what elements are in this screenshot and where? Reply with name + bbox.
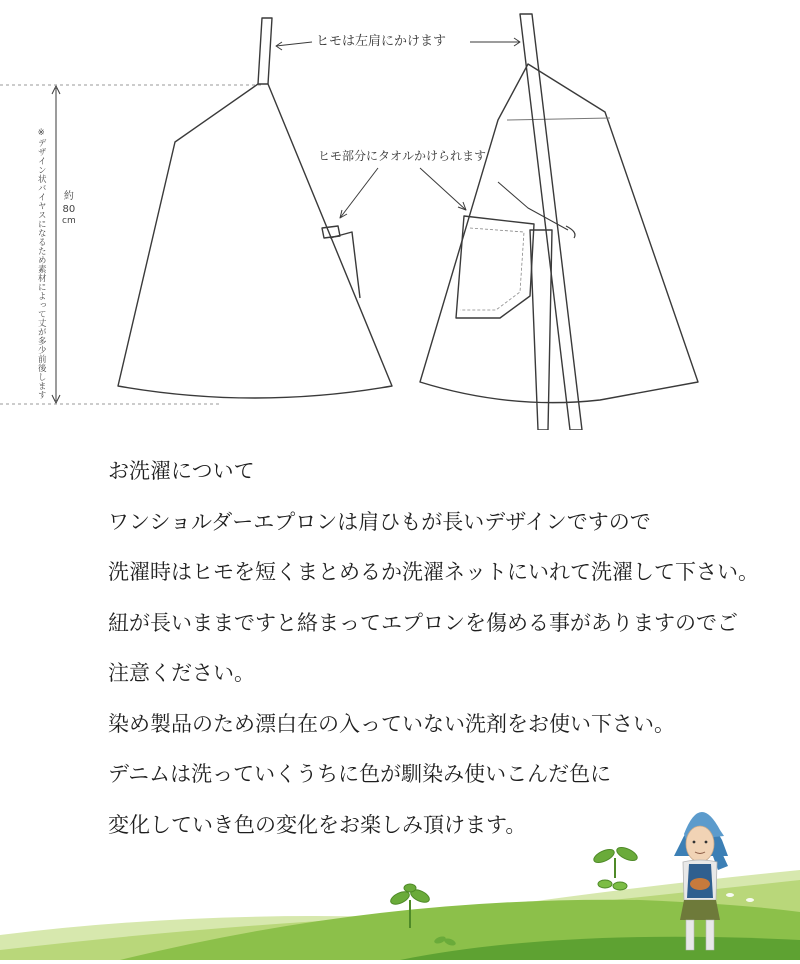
instruction-line: デニムは洗っていくうちに色が馴染み使いこんだ色に (108, 762, 612, 786)
instruction-line: 洗濯時はヒモを短くまとめるか洗濯ネットにいれて洗濯して下さい。 (108, 560, 759, 584)
apron-front-body (118, 84, 392, 398)
instruction-line: 染め製品のため漂白在の入っていない洗剤をお使い下さい。 (108, 711, 675, 736)
instruction-line: 紐が長いままですと絡まってエプロンを傷める事がありますのでご (108, 610, 738, 635)
sprout-icon (592, 845, 639, 878)
hill-scene (0, 800, 800, 960)
apron-line-drawing (0, 0, 800, 430)
apron-back-pocket (456, 216, 534, 318)
apron-back-strap (520, 14, 582, 430)
sprout-icon (598, 880, 627, 890)
length-unit: cm (62, 216, 76, 226)
length-label: 約 (63, 191, 74, 202)
apron-back-tie (530, 230, 552, 430)
washing-instructions (108, 446, 788, 850)
length-measure (62, 190, 76, 228)
instruction-line: ワンショルダーエプロンは肩ひもが長いデザインですので (108, 509, 651, 534)
towel-label: ヒモ部分にタオルかけられます (318, 149, 487, 163)
length-value: 80 (62, 204, 76, 215)
apron-front-strap (258, 18, 272, 84)
instruction-heading: お洗濯について (108, 459, 255, 483)
hill-illustration (0, 800, 800, 960)
apron-diagram (0, 0, 800, 430)
apron-front-pocket-edge (330, 232, 360, 298)
strap-label: ヒモは左肩にかけます (316, 34, 447, 49)
instruction-line: 注意ください。 (108, 661, 255, 685)
material-note: ※デザイン状バイヤスになるため素材によって丈が多少前後します (36, 128, 47, 400)
arrow-icon (420, 168, 466, 210)
instruction-line: 変化していき色の変化をお楽しみ頂けます。 (108, 812, 527, 837)
arrow-icon (340, 168, 378, 218)
